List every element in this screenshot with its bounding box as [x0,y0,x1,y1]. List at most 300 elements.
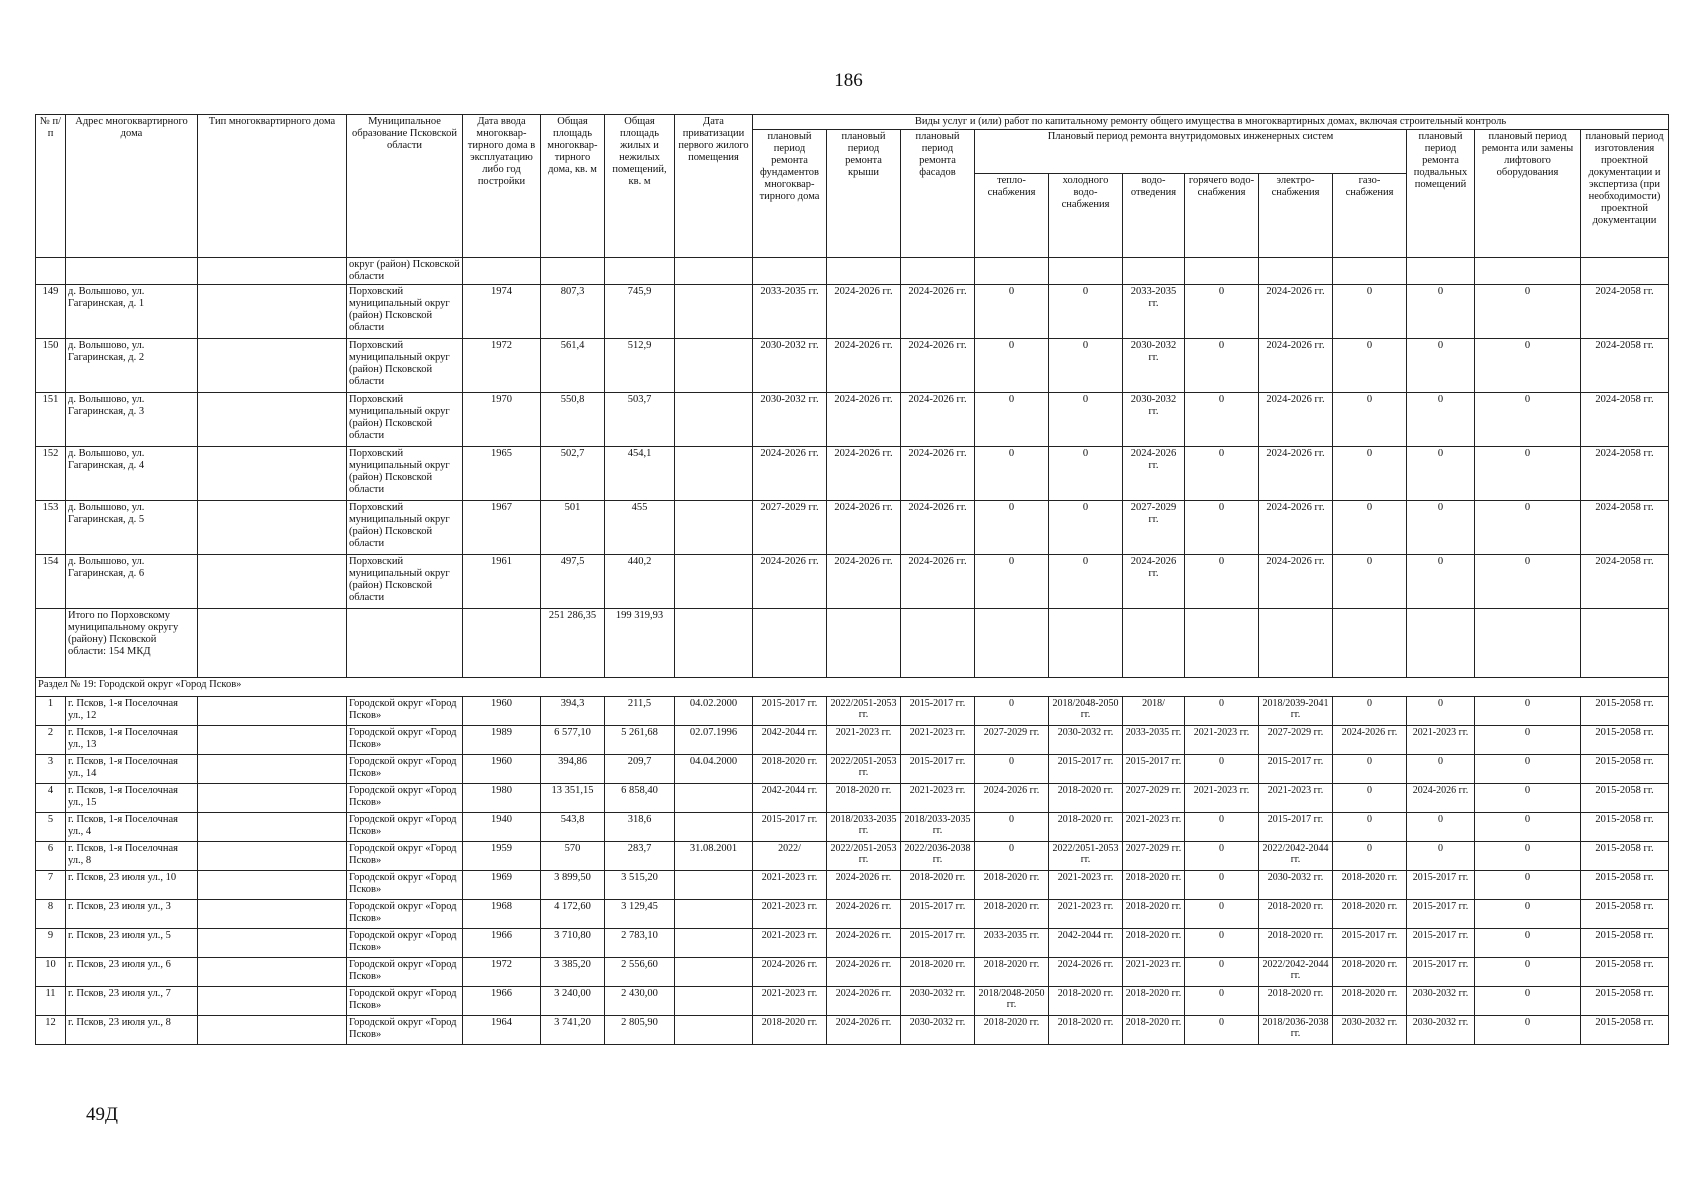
row-roof: 2018-2020 гг. [827,784,901,813]
row-electric: 2018-2020 гг. [1259,987,1333,1016]
row-electric: 2018-2020 гг. [1259,900,1333,929]
row-gas: 0 [1333,447,1407,501]
row-address: г. Псков, 1-я Поселочная ул., 4 [66,813,198,842]
row-privatization [675,501,753,555]
row-gas: 0 [1333,755,1407,784]
row-basement: 0 [1407,755,1475,784]
table-row [36,784,1669,813]
row-num: 10 [36,958,66,987]
row-total-area: 501 [541,501,605,555]
row-design: 2015-2058 гг. [1581,726,1669,755]
row-type [198,929,347,958]
row-privatization: 04.04.2000 [675,755,753,784]
row-type [198,697,347,726]
row-living-area: 318,6 [605,813,675,842]
header-roof: плановый период ремонта крыши [827,130,901,258]
row-facade: 2018-2020 гг. [901,958,975,987]
row-year: 1964 [463,1016,541,1045]
living-area-sum: 199 319,93 [605,609,675,678]
row-heat: 0 [975,501,1049,555]
row-roof: 2022/2051-2053 гг. [827,697,901,726]
row-sewer: 2030-2032 гг. [1123,339,1185,393]
row-gas: 0 [1333,393,1407,447]
row-municipality: Городской округ «Город Псков» [347,842,463,871]
row-design: 2015-2058 гг. [1581,697,1669,726]
row-municipality: Городской округ «Город Псков» [347,958,463,987]
row-elevator: 0 [1475,813,1581,842]
row-total-area: 13 351,15 [541,784,605,813]
row-sewer: 2027-2029 гг. [1123,501,1185,555]
row-address: г. Псков, 23 июля ул., 8 [66,1016,198,1045]
row-num: 4 [36,784,66,813]
row-elevator: 0 [1475,871,1581,900]
row-total-area: 807,3 [541,285,605,339]
header-municipality: Муниципальное образование Псковской области [347,115,463,258]
row-basement: 2015-2017 гг. [1407,900,1475,929]
row-hot-water: 0 [1185,697,1259,726]
row-heat: 0 [975,842,1049,871]
row-num: 11 [36,987,66,1016]
row-foundation: 2021-2023 гг. [753,929,827,958]
row-total-area: 3 741,20 [541,1016,605,1045]
row-roof: 2021-2023 гг. [827,726,901,755]
row-foundation: 2033-2035 гг. [753,285,827,339]
continuation-row [36,258,1669,285]
row-electric: 2030-2032 гг. [1259,871,1333,900]
row-year: 1989 [463,726,541,755]
total-label: Итого по Порховскому муниципальному округу (району) Псковской области: 154 МКД [66,609,198,678]
row-heat: 0 [975,755,1049,784]
row-basement: 0 [1407,842,1475,871]
row-basement: 0 [1407,555,1475,609]
row-privatization [675,393,753,447]
row-living-area: 2 783,10 [605,929,675,958]
total-area-sum: 251 286,35 [541,609,605,678]
row-sewer: 2024-2026 гг. [1123,555,1185,609]
row-elevator: 0 [1475,958,1581,987]
row-elevator: 0 [1475,842,1581,871]
row-sewer: 2024-2026 гг. [1123,447,1185,501]
row-design: 2015-2058 гг. [1581,813,1669,842]
row-hot-water: 0 [1185,555,1259,609]
row-cold-water: 2015-2017 гг. [1049,755,1123,784]
header-privatization: Дата приватизации первого жилого помещения [675,115,753,258]
row-cold-water: 2018-2020 гг. [1049,1016,1123,1045]
row-cold-water: 2042-2044 гг. [1049,929,1123,958]
row-foundation: 2015-2017 гг. [753,813,827,842]
row-facade: 2015-2017 гг. [901,929,975,958]
row-gas: 2018-2020 гг. [1333,900,1407,929]
row-facade: 2024-2026 гг. [901,285,975,339]
row-electric: 2024-2026 гг. [1259,501,1333,555]
row-heat: 2033-2035 гг. [975,929,1049,958]
row-hot-water: 0 [1185,929,1259,958]
row-total-area: 543,8 [541,813,605,842]
row-basement: 2015-2017 гг. [1407,958,1475,987]
row-type [198,842,347,871]
row-facade: 2015-2017 гг. [901,900,975,929]
row-heat: 2018/2048-2050 гг. [975,987,1049,1016]
row-gas: 0 [1333,813,1407,842]
row-year: 1940 [463,813,541,842]
row-hot-water: 0 [1185,842,1259,871]
row-heat: 2027-2029 гг. [975,726,1049,755]
row-gas: 2018-2020 гг. [1333,958,1407,987]
row-year: 1974 [463,285,541,339]
row-facade: 2024-2026 гг. [901,339,975,393]
row-total-area: 550,8 [541,393,605,447]
row-year: 1965 [463,447,541,501]
row-municipality: Городской округ «Город Псков» [347,755,463,784]
row-heat: 2018-2020 гг. [975,871,1049,900]
row-num: 7 [36,871,66,900]
row-basement: 0 [1407,447,1475,501]
row-hot-water: 2021-2023 гг. [1185,784,1259,813]
row-year: 1960 [463,755,541,784]
row-electric: 2024-2026 гг. [1259,393,1333,447]
row-hot-water: 0 [1185,285,1259,339]
row-heat: 2018-2020 гг. [975,1016,1049,1045]
row-privatization [675,555,753,609]
row-municipality: Городской округ «Город Псков» [347,900,463,929]
footer-code: 49Д [86,1104,118,1125]
row-basement: 0 [1407,501,1475,555]
row-roof: 2024-2026 гг. [827,501,901,555]
row-gas: 0 [1333,842,1407,871]
row-year: 1960 [463,697,541,726]
row-address: д. Волышово, ул. Гагаринская, д. 2 [66,339,198,393]
page-number: 186 [834,70,863,91]
row-design: 2015-2058 гг. [1581,958,1669,987]
header-type: Тип многоквартирного дома [198,115,347,258]
row-elevator: 0 [1475,697,1581,726]
header-living-area: Общая площадь жилых и нежилых помещений, кв. м [605,115,675,258]
row-gas: 2015-2017 гг. [1333,929,1407,958]
table-row [36,285,1669,339]
row-sewer: 2027-2029 гг. [1123,784,1185,813]
capital-repair-table [35,114,1669,1045]
row-design: 2015-2058 гг. [1581,842,1669,871]
row-gas: 0 [1333,555,1407,609]
row-roof: 2024-2026 гг. [827,393,901,447]
row-design: 2024-2058 гг. [1581,339,1669,393]
row-hot-water: 0 [1185,900,1259,929]
row-municipality: Порховский муниципальный округ (район) Псковской области [347,501,463,555]
table-row [36,1016,1669,1045]
row-roof: 2024-2026 гг. [827,1016,901,1045]
row-year: 1968 [463,900,541,929]
row-elevator: 0 [1475,726,1581,755]
row-basement: 0 [1407,339,1475,393]
row-sewer: 2018-2020 гг. [1123,900,1185,929]
row-electric: 2015-2017 гг. [1259,755,1333,784]
header-cold-water: холодного водо-снабжения [1049,174,1123,258]
row-heat: 0 [975,555,1049,609]
table-row [36,555,1669,609]
row-foundation: 2027-2029 гг. [753,501,827,555]
row-address: г. Псков, 1-я Поселочная ул., 12 [66,697,198,726]
row-electric: 2018/2039-2041 гг. [1259,697,1333,726]
row-cold-water: 0 [1049,447,1123,501]
row-elevator: 0 [1475,393,1581,447]
row-address: д. Волышово, ул. Гагаринская, д. 6 [66,555,198,609]
row-type [198,755,347,784]
row-design: 2024-2058 гг. [1581,447,1669,501]
header-heat: тепло-снабжения [975,174,1049,258]
row-cold-water: 2018/2048-2050 гг. [1049,697,1123,726]
row-design: 2024-2058 гг. [1581,285,1669,339]
table-row [36,900,1669,929]
row-basement: 2015-2017 гг. [1407,871,1475,900]
row-foundation: 2021-2023 гг. [753,871,827,900]
row-total-area: 3 385,20 [541,958,605,987]
row-roof: 2024-2026 гг. [827,339,901,393]
row-foundation: 2021-2023 гг. [753,987,827,1016]
row-year: 1980 [463,784,541,813]
row-municipality: Порховский муниципальный округ (район) Псковской области [347,447,463,501]
row-living-area: 3 515,20 [605,871,675,900]
row-design: 2015-2058 гг. [1581,929,1669,958]
row-heat: 0 [975,697,1049,726]
row-cold-water: 0 [1049,555,1123,609]
row-roof: 2022/2051-2053 гг. [827,842,901,871]
row-num: 149 [36,285,66,339]
row-roof: 2024-2026 гг. [827,555,901,609]
row-facade: 2030-2032 гг. [901,987,975,1016]
row-municipality: Порховский муниципальный округ (район) Псковской области [347,339,463,393]
row-electric: 2015-2017 гг. [1259,813,1333,842]
row-municipality: Городской округ «Город Псков» [347,871,463,900]
row-year: 1959 [463,842,541,871]
row-address: д. Волышово, ул. Гагаринская, д. 4 [66,447,198,501]
header-systems-group: Плановый период ремонта внутридомовых инженерных систем [975,130,1407,174]
row-roof: 2024-2026 гг. [827,285,901,339]
row-address: г. Псков, 1-я Поселочная ул., 14 [66,755,198,784]
row-electric: 2021-2023 гг. [1259,784,1333,813]
row-privatization [675,929,753,958]
row-foundation: 2015-2017 гг. [753,697,827,726]
row-gas: 0 [1333,784,1407,813]
row-facade: 2015-2017 гг. [901,755,975,784]
row-foundation: 2030-2032 гг. [753,393,827,447]
row-heat: 0 [975,339,1049,393]
row-cold-water: 0 [1049,285,1123,339]
row-hot-water: 0 [1185,755,1259,784]
row-municipality: Порховский муниципальный округ (район) Псковской области [347,285,463,339]
header-sewer: водо-отведения [1123,174,1185,258]
row-foundation: 2030-2032 гг. [753,339,827,393]
row-year: 1969 [463,871,541,900]
row-privatization: 31.08.2001 [675,842,753,871]
row-heat: 0 [975,393,1049,447]
row-foundation: 2024-2026 гг. [753,555,827,609]
row-num: 151 [36,393,66,447]
row-roof: 2018/2033-2035 гг. [827,813,901,842]
table-row [36,393,1669,447]
row-address: г. Псков, 23 июля ул., 10 [66,871,198,900]
row-cold-water: 2021-2023 гг. [1049,871,1123,900]
row-sewer: 2033-2035 гг. [1123,726,1185,755]
section-row [36,678,1669,697]
row-living-area: 283,7 [605,842,675,871]
row-total-area: 497,5 [541,555,605,609]
row-type [198,393,347,447]
row-sewer: 2015-2017 гг. [1123,755,1185,784]
row-facade: 2018-2020 гг. [901,871,975,900]
row-heat: 0 [975,285,1049,339]
header-hot-water: горячего водо-снабжения [1185,174,1259,258]
row-facade: 2024-2026 гг. [901,501,975,555]
table-row [36,339,1669,393]
row-year: 1970 [463,393,541,447]
row-privatization [675,900,753,929]
row-basement: 2021-2023 гг. [1407,726,1475,755]
row-hot-water: 0 [1185,393,1259,447]
row-living-area: 512,9 [605,339,675,393]
table-row [36,501,1669,555]
row-foundation: 2018-2020 гг. [753,1016,827,1045]
row-foundation: 2022/ [753,842,827,871]
row-living-area: 745,9 [605,285,675,339]
row-basement: 2030-2032 гг. [1407,987,1475,1016]
row-design: 2015-2058 гг. [1581,1016,1669,1045]
row-total-area: 561,4 [541,339,605,393]
table-row [36,958,1669,987]
row-sewer: 2018-2020 гг. [1123,871,1185,900]
row-facade: 2024-2026 гг. [901,393,975,447]
row-living-area: 454,1 [605,447,675,501]
table-row [36,697,1669,726]
row-design: 2015-2058 гг. [1581,755,1669,784]
table-row [36,871,1669,900]
row-gas: 0 [1333,501,1407,555]
row-type [198,501,347,555]
row-elevator: 0 [1475,501,1581,555]
row-elevator: 0 [1475,447,1581,501]
row-roof: 2024-2026 гг. [827,929,901,958]
row-privatization: 04.02.2000 [675,697,753,726]
row-hot-water: 0 [1185,813,1259,842]
row-foundation: 2024-2026 гг. [753,958,827,987]
row-living-area: 3 129,45 [605,900,675,929]
row-address: д. Волышово, ул. Гагаринская, д. 5 [66,501,198,555]
row-design: 2024-2058 гг. [1581,555,1669,609]
row-year: 1961 [463,555,541,609]
row-facade: 2021-2023 гг. [901,726,975,755]
row-year: 1972 [463,958,541,987]
header-foundation: плановый период ремонта фундаментов многоквар-тирного дома [753,130,827,258]
row-year: 1966 [463,929,541,958]
row-heat: 0 [975,813,1049,842]
row-num: 8 [36,900,66,929]
row-heat: 2018-2020 гг. [975,958,1049,987]
row-elevator: 0 [1475,784,1581,813]
row-num: 150 [36,339,66,393]
row-hot-water: 2021-2023 гг. [1185,726,1259,755]
row-address: г. Псков, 23 июля ул., 6 [66,958,198,987]
row-privatization [675,958,753,987]
total-row [36,609,1669,678]
row-facade: 2030-2032 гг. [901,1016,975,1045]
row-privatization [675,1016,753,1045]
row-sewer: 2018-2020 гг. [1123,987,1185,1016]
row-roof: 2024-2026 гг. [827,871,901,900]
row-municipality: Городской округ «Город Псков» [347,987,463,1016]
table-row [36,726,1669,755]
row-electric: 2024-2026 гг. [1259,339,1333,393]
row-type [198,339,347,393]
row-foundation: 2042-2044 гг. [753,726,827,755]
row-elevator: 0 [1475,987,1581,1016]
row-sewer: 2018/ [1123,697,1185,726]
row-electric: 2018/2036-2038 гг. [1259,1016,1333,1045]
row-num: 6 [36,842,66,871]
row-cold-water: 0 [1049,501,1123,555]
row-type [198,900,347,929]
row-roof: 2022/2051-2053 гг. [827,755,901,784]
row-elevator: 0 [1475,555,1581,609]
table-row [36,813,1669,842]
row-municipality: Городской округ «Город Псков» [347,929,463,958]
row-num: 12 [36,1016,66,1045]
row-type [198,1016,347,1045]
row-cold-water: 0 [1049,393,1123,447]
header-gas: газо-снабжения [1333,174,1407,258]
row-year: 1967 [463,501,541,555]
section-title: Раздел № 19: Городской округ «Город Псков» [36,678,1669,697]
row-cold-water: 2018-2020 гг. [1049,987,1123,1016]
row-living-area: 2 805,90 [605,1016,675,1045]
row-cold-water: 2021-2023 гг. [1049,900,1123,929]
row-address: д. Волышово, ул. Гагаринская, д. 1 [66,285,198,339]
row-basement: 0 [1407,813,1475,842]
row-gas: 0 [1333,339,1407,393]
row-total-area: 394,86 [541,755,605,784]
row-num: 1 [36,697,66,726]
row-total-area: 570 [541,842,605,871]
row-privatization [675,339,753,393]
row-heat: 2024-2026 гг. [975,784,1049,813]
row-hot-water: 0 [1185,501,1259,555]
row-municipality: Городской округ «Город Псков» [347,726,463,755]
row-num: 152 [36,447,66,501]
row-facade: 2024-2026 гг. [901,447,975,501]
header-services-group: Виды услуг и (или) работ по капитальному ремонту общего имущества в многоквартирных домах, включая строительный контроль [753,115,1669,130]
continuation-municipality: округ (район) Псковской области [347,258,463,285]
row-basement: 2015-2017 гг. [1407,929,1475,958]
row-privatization: 02.07.1996 [675,726,753,755]
row-municipality: Городской округ «Город Псков» [347,1016,463,1045]
header-elevator: плановый период ремонта или замены лифтового оборудования [1475,130,1581,258]
row-address: г. Псков, 23 июля ул., 7 [66,987,198,1016]
row-municipality: Городской округ «Город Псков» [347,813,463,842]
row-total-area: 502,7 [541,447,605,501]
row-elevator: 0 [1475,929,1581,958]
header-design: плановый период изготовления проектной документации и экспертиза (при необходимости) проектной документации [1581,130,1669,258]
row-design: 2015-2058 гг. [1581,900,1669,929]
row-address: г. Псков, 23 июля ул., 5 [66,929,198,958]
row-type [198,447,347,501]
row-privatization [675,987,753,1016]
row-address: г. Псков, 1-я Поселочная ул., 13 [66,726,198,755]
row-gas: 2018-2020 гг. [1333,987,1407,1016]
table-row [36,842,1669,871]
row-num: 153 [36,501,66,555]
row-living-area: 503,7 [605,393,675,447]
row-facade: 2018/2033-2035 гг. [901,813,975,842]
row-roof: 2024-2026 гг. [827,958,901,987]
row-total-area: 3 899,50 [541,871,605,900]
